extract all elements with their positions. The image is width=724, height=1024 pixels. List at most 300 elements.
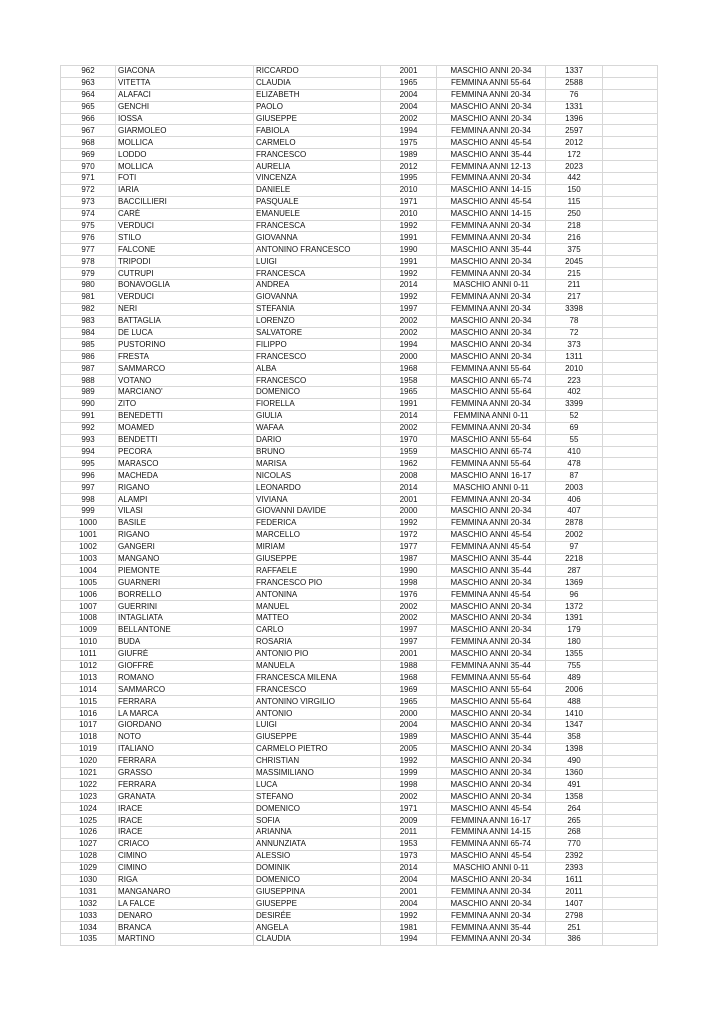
empty-cell: [603, 173, 658, 185]
empty-cell: [603, 779, 658, 791]
entry-number-cell: 1002: [61, 541, 116, 553]
bib-number-cell: 1337: [546, 66, 603, 78]
bib-number-cell: 96: [546, 589, 603, 601]
table-row: [61, 779, 658, 791]
entry-number-cell: 1021: [61, 767, 116, 779]
empty-cell: [603, 922, 658, 934]
table-row: [61, 446, 658, 458]
first-name-cell: STEFANO: [254, 791, 381, 803]
first-name-cell: ALBA: [254, 363, 381, 375]
first-name-cell: PASQUALE: [254, 196, 381, 208]
bib-number-cell: 2045: [546, 256, 603, 268]
birth-year-cell: 1995: [381, 173, 437, 185]
surname-cell: CRIACO: [116, 838, 254, 850]
bib-number-cell: 1311: [546, 351, 603, 363]
empty-cell: [603, 208, 658, 220]
table-row: [61, 577, 658, 589]
first-name-cell: ROSARIA: [254, 636, 381, 648]
first-name-cell: GIULIA: [254, 410, 381, 422]
surname-cell: BASILE: [116, 517, 254, 529]
birth-year-cell: 1962: [381, 458, 437, 470]
entry-number-cell: 999: [61, 505, 116, 517]
first-name-cell: ALESSIO: [254, 850, 381, 862]
birth-year-cell: 1970: [381, 434, 437, 446]
surname-cell: PUSTORINO: [116, 339, 254, 351]
table-row: [61, 636, 658, 648]
empty-cell: [603, 731, 658, 743]
entry-number-cell: 1003: [61, 553, 116, 565]
table-row: [61, 66, 658, 78]
bib-number-cell: 402: [546, 387, 603, 399]
entry-number-cell: 1007: [61, 601, 116, 613]
bib-number-cell: 1331: [546, 101, 603, 113]
birth-year-cell: 1981: [381, 922, 437, 934]
entry-number-cell: 974: [61, 208, 116, 220]
entry-number-cell: 998: [61, 494, 116, 506]
entry-number-cell: 1008: [61, 612, 116, 624]
table-row: [61, 113, 658, 125]
birth-year-cell: 2002: [381, 422, 437, 434]
empty-cell: [603, 137, 658, 149]
bib-number-cell: 410: [546, 446, 603, 458]
table-row: [61, 731, 658, 743]
bib-number-cell: 2023: [546, 161, 603, 173]
table-row: [61, 886, 658, 898]
birth-year-cell: 1972: [381, 529, 437, 541]
birth-year-cell: 1987: [381, 553, 437, 565]
surname-cell: PIEMONTE: [116, 565, 254, 577]
category-cell: FEMMINA ANNI 20-34: [437, 934, 546, 946]
category-cell: MASCHIO ANNI 20-34: [437, 327, 546, 339]
table-row: [61, 910, 658, 922]
category-cell: FEMMINA ANNI 12-13: [437, 161, 546, 173]
bib-number-cell: 2002: [546, 529, 603, 541]
surname-cell: MOAMED: [116, 422, 254, 434]
bib-number-cell: 488: [546, 696, 603, 708]
birth-year-cell: 2004: [381, 719, 437, 731]
entry-number-cell: 990: [61, 398, 116, 410]
first-name-cell: DOMENICO: [254, 387, 381, 399]
entry-number-cell: 976: [61, 232, 116, 244]
entry-number-cell: 968: [61, 137, 116, 149]
surname-cell: NOTO: [116, 731, 254, 743]
first-name-cell: ANGELA: [254, 922, 381, 934]
bib-number-cell: 268: [546, 827, 603, 839]
bib-number-cell: 87: [546, 470, 603, 482]
surname-cell: RIGANO: [116, 529, 254, 541]
empty-cell: [603, 529, 658, 541]
bib-number-cell: 3399: [546, 398, 603, 410]
table-row: [61, 494, 658, 506]
table-row: [61, 803, 658, 815]
entry-number-cell: 1009: [61, 624, 116, 636]
first-name-cell: VINCENZA: [254, 173, 381, 185]
birth-year-cell: 1994: [381, 934, 437, 946]
empty-cell: [603, 339, 658, 351]
first-name-cell: WAFAA: [254, 422, 381, 434]
category-cell: MASCHIO ANNI 20-34: [437, 648, 546, 660]
first-name-cell: MIRIAM: [254, 541, 381, 553]
entry-number-cell: 965: [61, 101, 116, 113]
empty-cell: [603, 482, 658, 494]
category-cell: FEMMINA ANNI 20-34: [437, 494, 546, 506]
table-row: [61, 827, 658, 839]
first-name-cell: FILIPPO: [254, 339, 381, 351]
birth-year-cell: 1997: [381, 624, 437, 636]
category-cell: MASCHIO ANNI 20-34: [437, 779, 546, 791]
birth-year-cell: 1971: [381, 196, 437, 208]
first-name-cell: FRANCESCO: [254, 684, 381, 696]
table-row: [61, 244, 658, 256]
entry-number-cell: 1020: [61, 755, 116, 767]
table-row: [61, 791, 658, 803]
surname-cell: VERDUCI: [116, 291, 254, 303]
birth-year-cell: 2008: [381, 470, 437, 482]
table-row: [61, 755, 658, 767]
entry-number-cell: 1029: [61, 862, 116, 874]
bib-number-cell: 72: [546, 327, 603, 339]
bib-number-cell: 251: [546, 922, 603, 934]
table-row: [61, 589, 658, 601]
category-cell: MASCHIO ANNI 20-34: [437, 755, 546, 767]
entry-number-cell: 995: [61, 458, 116, 470]
first-name-cell: ARIANNA: [254, 827, 381, 839]
empty-cell: [603, 280, 658, 292]
bib-number-cell: 55: [546, 434, 603, 446]
bib-number-cell: 211: [546, 280, 603, 292]
birth-year-cell: 2000: [381, 505, 437, 517]
bib-number-cell: 490: [546, 755, 603, 767]
entry-number-cell: 1019: [61, 743, 116, 755]
surname-cell: VERDUCI: [116, 220, 254, 232]
birth-year-cell: 2002: [381, 612, 437, 624]
table-row: [61, 684, 658, 696]
bib-number-cell: 2588: [546, 77, 603, 89]
category-cell: FEMMINA ANNI 20-34: [437, 422, 546, 434]
entry-number-cell: 1022: [61, 779, 116, 791]
surname-cell: GRASSO: [116, 767, 254, 779]
category-cell: FEMMINA ANNI 20-34: [437, 303, 546, 315]
birth-year-cell: 2014: [381, 862, 437, 874]
empty-cell: [603, 66, 658, 78]
empty-cell: [603, 113, 658, 125]
first-name-cell: FRANCESCO PIO: [254, 577, 381, 589]
first-name-cell: CHRISTIAN: [254, 755, 381, 767]
birth-year-cell: 2004: [381, 89, 437, 101]
first-name-cell: LUIGI: [254, 256, 381, 268]
table-row: [61, 351, 658, 363]
table-row: [61, 363, 658, 375]
category-cell: MASCHIO ANNI 35-44: [437, 244, 546, 256]
surname-cell: GUARNERI: [116, 577, 254, 589]
table-row: [61, 256, 658, 268]
surname-cell: CUTRUPI: [116, 268, 254, 280]
bib-number-cell: 265: [546, 815, 603, 827]
category-cell: MASCHIO ANNI 20-34: [437, 874, 546, 886]
first-name-cell: RICCARDO: [254, 66, 381, 78]
table-row: [61, 482, 658, 494]
empty-cell: [603, 446, 658, 458]
empty-cell: [603, 708, 658, 720]
empty-cell: [603, 672, 658, 684]
first-name-cell: CLAUDIA: [254, 77, 381, 89]
birth-year-cell: 1976: [381, 589, 437, 601]
empty-cell: [603, 375, 658, 387]
table-row: [61, 815, 658, 827]
first-name-cell: LUIGI: [254, 719, 381, 731]
surname-cell: VILASI: [116, 505, 254, 517]
category-cell: FEMMINA ANNI 20-34: [437, 89, 546, 101]
surname-cell: LA FALCE: [116, 898, 254, 910]
birth-year-cell: 2002: [381, 601, 437, 613]
bib-number-cell: 491: [546, 779, 603, 791]
empty-cell: [603, 815, 658, 827]
surname-cell: FERRARA: [116, 779, 254, 791]
entry-number-cell: 1026: [61, 827, 116, 839]
entry-number-cell: 1025: [61, 815, 116, 827]
entry-number-cell: 1032: [61, 898, 116, 910]
first-name-cell: GIOVANNA: [254, 291, 381, 303]
category-cell: MASCHIO ANNI 20-34: [437, 719, 546, 731]
entry-number-cell: 1015: [61, 696, 116, 708]
category-cell: MASCHIO ANNI 55-64: [437, 684, 546, 696]
empty-cell: [603, 220, 658, 232]
category-cell: FEMMINA ANNI 20-34: [437, 636, 546, 648]
bib-number-cell: 218: [546, 220, 603, 232]
entry-number-cell: 966: [61, 113, 116, 125]
empty-cell: [603, 89, 658, 101]
entry-number-cell: 997: [61, 482, 116, 494]
bib-number-cell: 489: [546, 672, 603, 684]
table-row: [61, 280, 658, 292]
category-cell: MASCHIO ANNI 0-11: [437, 862, 546, 874]
table-row: [61, 660, 658, 672]
empty-cell: [603, 898, 658, 910]
birth-year-cell: 2001: [381, 494, 437, 506]
table-row: [61, 196, 658, 208]
surname-cell: INTAGLIATA: [116, 612, 254, 624]
bib-number-cell: 358: [546, 731, 603, 743]
bib-number-cell: 2798: [546, 910, 603, 922]
first-name-cell: VIVIANA: [254, 494, 381, 506]
table-row: [61, 767, 658, 779]
category-cell: MASCHIO ANNI 65-74: [437, 375, 546, 387]
first-name-cell: FRANCESCA: [254, 268, 381, 280]
birth-year-cell: 2002: [381, 113, 437, 125]
surname-cell: FRESTA: [116, 351, 254, 363]
birth-year-cell: 1992: [381, 755, 437, 767]
entry-number-cell: 1031: [61, 886, 116, 898]
table-row: [61, 291, 658, 303]
birth-year-cell: 1991: [381, 398, 437, 410]
table-row: [61, 934, 658, 946]
birth-year-cell: 1999: [381, 767, 437, 779]
surname-cell: GIARMOLEO: [116, 125, 254, 137]
empty-cell: [603, 458, 658, 470]
category-cell: FEMMINA ANNI 20-34: [437, 886, 546, 898]
birth-year-cell: 2001: [381, 648, 437, 660]
first-name-cell: DOMENICO: [254, 803, 381, 815]
birth-year-cell: 2014: [381, 482, 437, 494]
table-row: [61, 220, 658, 232]
entry-number-cell: 992: [61, 422, 116, 434]
first-name-cell: FRANCESCA: [254, 220, 381, 232]
surname-cell: GIACONA: [116, 66, 254, 78]
entry-number-cell: 1016: [61, 708, 116, 720]
empty-cell: [603, 77, 658, 89]
first-name-cell: FRANCESCA MILENA: [254, 672, 381, 684]
table-row: [61, 743, 658, 755]
first-name-cell: FRANCESCO: [254, 351, 381, 363]
surname-cell: BENEDETTI: [116, 410, 254, 422]
surname-cell: NERI: [116, 303, 254, 315]
bib-number-cell: 215: [546, 268, 603, 280]
bib-number-cell: 250: [546, 208, 603, 220]
birth-year-cell: 2000: [381, 351, 437, 363]
table-row: [61, 838, 658, 850]
surname-cell: PECORA: [116, 446, 254, 458]
first-name-cell: RAFFAELE: [254, 565, 381, 577]
empty-cell: [603, 827, 658, 839]
birth-year-cell: 2009: [381, 815, 437, 827]
first-name-cell: NICOLAS: [254, 470, 381, 482]
empty-cell: [603, 791, 658, 803]
bib-number-cell: 1611: [546, 874, 603, 886]
empty-cell: [603, 422, 658, 434]
category-cell: MASCHIO ANNI 35-44: [437, 149, 546, 161]
table-row: [61, 232, 658, 244]
first-name-cell: GIOVANNA: [254, 232, 381, 244]
first-name-cell: PAOLO: [254, 101, 381, 113]
birth-year-cell: 1977: [381, 541, 437, 553]
first-name-cell: DOMINIK: [254, 862, 381, 874]
entry-number-cell: 1035: [61, 934, 116, 946]
empty-cell: [603, 910, 658, 922]
bib-number-cell: 442: [546, 173, 603, 185]
table-row: [61, 303, 658, 315]
empty-cell: [603, 101, 658, 113]
surname-cell: BELLANTONE: [116, 624, 254, 636]
bib-number-cell: 373: [546, 339, 603, 351]
category-cell: MASCHIO ANNI 20-34: [437, 624, 546, 636]
empty-cell: [603, 161, 658, 173]
first-name-cell: SOFIA: [254, 815, 381, 827]
birth-year-cell: 1997: [381, 303, 437, 315]
table-row: [61, 125, 658, 137]
entry-number-cell: 1017: [61, 719, 116, 731]
empty-cell: [603, 755, 658, 767]
empty-cell: [603, 505, 658, 517]
bib-number-cell: 2010: [546, 363, 603, 375]
table-row: [61, 375, 658, 387]
entry-number-cell: 996: [61, 470, 116, 482]
birth-year-cell: 2012: [381, 161, 437, 173]
category-cell: FEMMINA ANNI 20-34: [437, 268, 546, 280]
category-cell: MASCHIO ANNI 20-34: [437, 66, 546, 78]
first-name-cell: MARCELLO: [254, 529, 381, 541]
bib-number-cell: 217: [546, 291, 603, 303]
surname-cell: LODDO: [116, 149, 254, 161]
table-row: [61, 672, 658, 684]
empty-cell: [603, 601, 658, 613]
table-row: [61, 719, 658, 731]
empty-cell: [603, 232, 658, 244]
birth-year-cell: 2002: [381, 791, 437, 803]
bib-number-cell: 478: [546, 458, 603, 470]
empty-cell: [603, 862, 658, 874]
table-row: [61, 862, 658, 874]
birth-year-cell: 2001: [381, 886, 437, 898]
empty-cell: [603, 838, 658, 850]
bib-number-cell: 52: [546, 410, 603, 422]
birth-year-cell: 1973: [381, 850, 437, 862]
birth-year-cell: 1992: [381, 910, 437, 922]
table-row: [61, 850, 658, 862]
category-cell: FEMMINA ANNI 55-64: [437, 458, 546, 470]
first-name-cell: DANIELE: [254, 184, 381, 196]
surname-cell: BENDETTI: [116, 434, 254, 446]
entry-number-cell: 983: [61, 315, 116, 327]
birth-year-cell: 1953: [381, 838, 437, 850]
table-row: [61, 434, 658, 446]
empty-cell: [603, 767, 658, 779]
empty-cell: [603, 719, 658, 731]
first-name-cell: GIUSEPPE: [254, 553, 381, 565]
empty-cell: [603, 636, 658, 648]
surname-cell: GRANATA: [116, 791, 254, 803]
empty-cell: [603, 470, 658, 482]
entry-number-cell: 1005: [61, 577, 116, 589]
entry-number-cell: 975: [61, 220, 116, 232]
category-cell: MASCHIO ANNI 14-15: [437, 184, 546, 196]
birth-year-cell: 2004: [381, 898, 437, 910]
birth-year-cell: 1959: [381, 446, 437, 458]
table-row: [61, 601, 658, 613]
empty-cell: [603, 553, 658, 565]
first-name-cell: DESIRÉE: [254, 910, 381, 922]
entry-number-cell: 980: [61, 280, 116, 292]
first-name-cell: LUCA: [254, 779, 381, 791]
category-cell: MASCHIO ANNI 45-54: [437, 196, 546, 208]
bib-number-cell: 2006: [546, 684, 603, 696]
surname-cell: MOLLICA: [116, 161, 254, 173]
first-name-cell: LEONARDO: [254, 482, 381, 494]
category-cell: MASCHIO ANNI 35-44: [437, 553, 546, 565]
surname-cell: GIUFRÈ: [116, 648, 254, 660]
entry-number-cell: 991: [61, 410, 116, 422]
category-cell: FEMMINA ANNI 20-34: [437, 291, 546, 303]
birth-year-cell: 1991: [381, 232, 437, 244]
empty-cell: [603, 577, 658, 589]
bib-number-cell: 1407: [546, 898, 603, 910]
birth-year-cell: 2010: [381, 208, 437, 220]
surname-cell: DENARO: [116, 910, 254, 922]
bib-number-cell: 2392: [546, 850, 603, 862]
bib-number-cell: 150: [546, 184, 603, 196]
table-row: [61, 541, 658, 553]
first-name-cell: ANTONIO PIO: [254, 648, 381, 660]
surname-cell: BUDA: [116, 636, 254, 648]
table-row: [61, 505, 658, 517]
category-cell: FEMMINA ANNI 20-34: [437, 220, 546, 232]
bib-number-cell: 264: [546, 803, 603, 815]
surname-cell: GUERRINI: [116, 601, 254, 613]
category-cell: MASCHIO ANNI 55-64: [437, 387, 546, 399]
table-row: [61, 565, 658, 577]
table-row: [61, 208, 658, 220]
bib-number-cell: 1347: [546, 719, 603, 731]
table-row: [61, 387, 658, 399]
